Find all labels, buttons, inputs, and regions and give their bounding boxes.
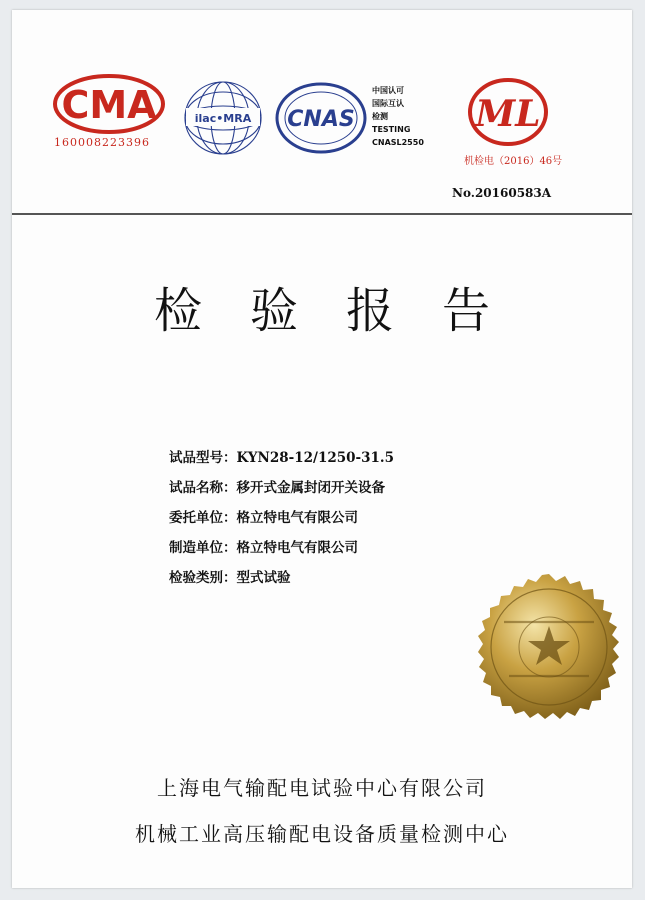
cma-mark: CMA: [61, 83, 157, 127]
issuer-primary: 上海电气输配电试验中心有限公司: [157, 776, 487, 800]
report-number: No.20160583A: [452, 186, 552, 200]
cnas-line: TESTING: [372, 125, 411, 134]
field-label: 试品名称：: [169, 480, 237, 496]
cnas-line: CNASL2550: [372, 138, 424, 147]
cnas-logo: [275, 82, 367, 154]
cnas-line: 检测: [372, 112, 388, 121]
ml-mark: ML: [475, 93, 541, 135]
cnas-line: 国际互认: [372, 99, 404, 108]
report-title: 检验报告: [153, 283, 538, 339]
specimen-info: [169, 446, 394, 596]
field-label: 委托单位：: [169, 510, 237, 526]
cnas-mark: CNAS: [287, 107, 355, 132]
field-manufacturer: [169, 536, 394, 566]
issuer-secondary: 机械工业高压输配电设备质量检测中心: [135, 822, 509, 846]
ilac-mark: ilac•MRA: [194, 112, 252, 125]
ml-caption: 机检电（2016）46号: [464, 156, 563, 167]
cma-logo: [52, 68, 167, 136]
field-label: 制造单位：: [169, 540, 237, 556]
field-model: [169, 446, 394, 476]
field-value: 格立特电气有限公司: [236, 510, 358, 526]
cma-number: 160008223396: [54, 136, 150, 149]
header-divider: [12, 213, 632, 215]
field-name: [169, 476, 394, 506]
report-cover: [12, 10, 632, 888]
field-label: 检验类别：: [169, 570, 237, 586]
field-value: 型式试验: [236, 570, 291, 586]
cnas-accreditation-text: [372, 84, 424, 149]
field-value: KYN28-12/1250-31.5: [236, 450, 395, 466]
field-test-type: [169, 566, 394, 596]
field-client: [169, 506, 394, 536]
field-value: 移开式金属封闭开关设备: [236, 480, 385, 496]
field-value: 格立特电气有限公司: [236, 540, 358, 556]
ilac-mra-logo: [180, 78, 266, 158]
gold-seal-stamp: [474, 572, 624, 722]
cnas-line: 中国认可: [372, 86, 404, 95]
field-label: 试品型号：: [169, 450, 237, 466]
ml-logo: [467, 76, 549, 148]
